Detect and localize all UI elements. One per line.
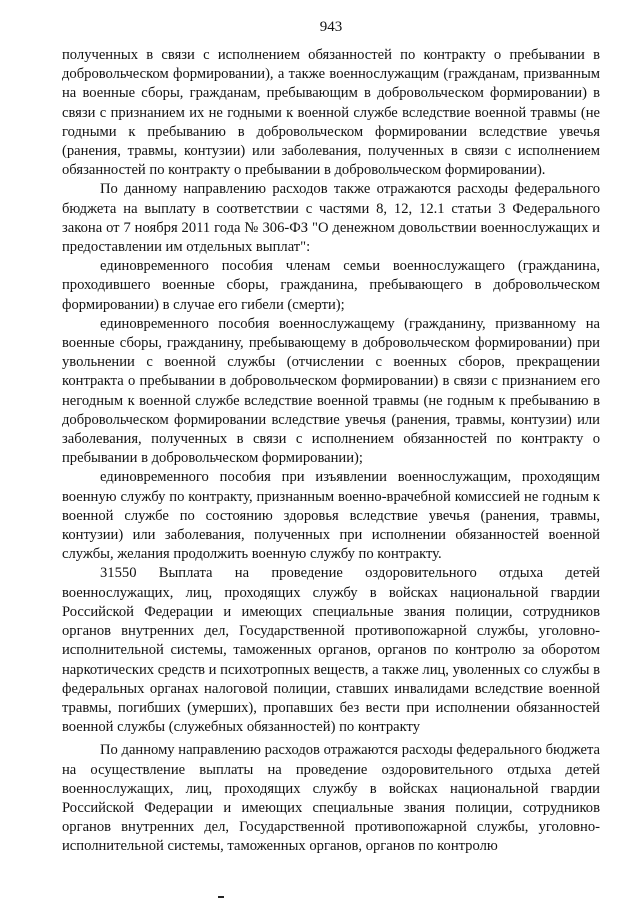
paragraph-continue-service-benefit: единовременного пособия при изъявлении военнослужащим, проходящим военную службу по контракту, признанным военно-врачебной комиссией не годным к военной службе по состоянию здоровья вследствие увечья (ранения, травмы, контузии) или заболевания, полученных при исполнении обязанностей военной службы, желания продолжить военную службу по контракту. — [62, 469, 600, 563]
paragraph-code-31550: 31550 Выплата на проведение оздоровительного отдыха детей военнослужащих, лиц, проходящих службу в войсках национальной гвардии Российской Федерации и имеющих специальные звания полиции, сотрудников органов внутренних дел, Государственной противопожарной службы, уголовно-исполнительной системы, таможенных органов, органов по контролю за оборотом наркотических средств и психотропных веществ, а также лиц, уволенных со службы в федеральных органах налоговой полиции, ставших инвалидами вследствие военной травмы, погибших (умерших), пропавших без вести при исполнении обязанностей военной службы (служебных обязанностей) по контракту — [62, 565, 600, 736]
paragraph-family-benefit: единовременного пособия членам семьи военнослужащего (гражданина, проходившего военные сборы, гражданина, пребывающего в добровольческом формировании) в случае его гибели (смерти); — [62, 258, 600, 313]
paragraph-dismissal-benefit: единовременного пособия военнослужащему (гражданину, призванному на военные сборы, гражданину, пребывающему в добровольческом формировании) при увольнении с военной службы (отчислении с военных сборов, прекращении контракта о пребывании в добровольческом формировании) в связи с признанием его негодным к военной службе вследствие военной травмы (не годным к пребыванию в добровольческом формировании вследствие увечья (ранения, травмы, контузии) или заболевания, полученных в связи с исполнением обязанностей по контракту о пребывании в добровольческом формировании); — [62, 315, 600, 467]
paragraph-expenses-also: По данному направлению расходов также отражаются расходы федерального бюджета на выплату в соответствии с частями 8, 12, 12.1 статьи 3 Федерального закона от 7 ноября 2011 года № 306-ФЗ "О денежном довольствии военнослужащих и предоставлении им отдельных выплат": — [62, 181, 600, 256]
paragraph-continuation: полученных в связи с исполнением обязанностей по контракту о пребывании в добровольческом формировании), а также военнослужащим (гражданам, призванным на военные сборы, гражданам, пребывающим в добровольческом формировании) в связи с признанием их не годными к военной службе вследствие военной травмы (не годными к пребыванию в добровольческом формировании вследствие увечья (ранения, травмы, контузии) или заболевания, полученных в связи с исполнением обязанностей по контракту о пребывании в добровольческом формировании). — [62, 47, 600, 179]
page-number: 943 — [319, 19, 343, 35]
scan-mark — [218, 896, 224, 898]
paragraph-31550-description: По данному направлению расходов отражаются расходы федерального бюджета на осуществление выплаты на проведение оздоровительного отдыха детей военнослужащих, лиц, проходящих службу в войсках национальной гвардии Российской Федерации и имеющих специальные звания полиции, сотрудников органов внутренних дел, Государственной противопожарной службы, уголовно-исполнительной системы, таможенных органов, органов по контролю — [62, 742, 600, 855]
